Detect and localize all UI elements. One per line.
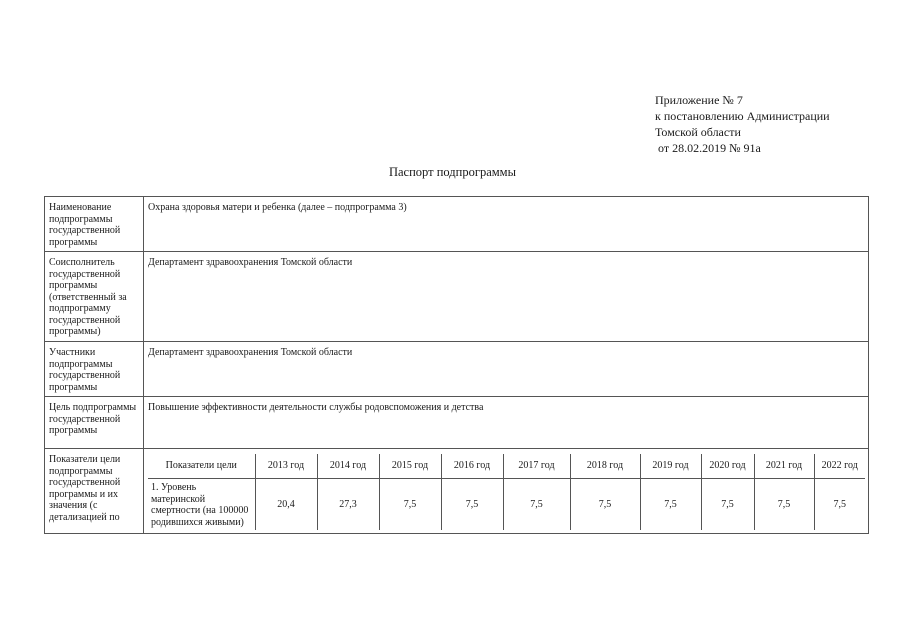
header-cell: 2019 год [640, 454, 701, 479]
indicator-value: 7,5 [379, 479, 441, 531]
appendix-date: от 28.02.2019 № 91а [658, 141, 761, 155]
row-value: Департамент здравоохранения Томской области [144, 342, 869, 397]
indicator-value: 27,3 [317, 479, 379, 531]
header-cell: 2022 год [814, 454, 865, 479]
row-value: Охрана здоровья матери и ребенка (далее – подпрограмма 3) [144, 197, 869, 252]
row-value: Повышение эффективности деятельности службы родовспоможения и детства [144, 397, 869, 449]
appendix-number: Приложение № 7 [655, 93, 743, 107]
row-label: Участники подпрограммы государственной программы [45, 342, 144, 397]
appendix-resolution: к постановлению Администрации [655, 109, 830, 123]
passport-row-indicators [45, 449, 869, 534]
indicator-value: 7,5 [814, 479, 865, 531]
indicator-value: 7,5 [701, 479, 754, 531]
indicator-name: 1. Уровень материнской смертности (на 100000 родившихся живыми) [148, 479, 255, 531]
header-cell: 2020 год [701, 454, 754, 479]
header-cell: 2021 год [754, 454, 814, 479]
row-label: Цель подпрограммы государственной программы [45, 397, 144, 449]
appendix-region: Томской области [655, 125, 741, 139]
indicator-value: 7,5 [754, 479, 814, 531]
header-cell: 2017 год [503, 454, 570, 479]
indicators-data-row [148, 479, 865, 531]
header-cell: 2018 год [570, 454, 640, 479]
passport-table [44, 196, 869, 534]
page-title: Паспорт подпрограммы [388, 165, 516, 179]
indicator-value: 7,5 [503, 479, 570, 531]
row-value: Департамент здравоохранения Томской области [144, 252, 869, 342]
indicator-value: 7,5 [441, 479, 503, 531]
passport-row-goal [45, 397, 869, 449]
header-cell: 2015 год [379, 454, 441, 479]
row-label: Соисполнитель государственной программы (ответственный за подпрограмму государственной программы) [45, 252, 144, 342]
indicator-value: 7,5 [570, 479, 640, 531]
indicators-header-row [148, 454, 865, 479]
header-cell: 2013 год [255, 454, 317, 479]
appendix-header [655, 92, 830, 156]
header-cell: Показатели цели [148, 454, 255, 479]
passport-row-name [45, 197, 869, 252]
passport-row-coexecutor [45, 252, 869, 342]
row-label: Показатели цели подпрограммы государственной программы и их значения (с детализацией по [45, 449, 144, 534]
row-label: Наименование подпрограммы государственной программы [45, 197, 144, 252]
passport-row-participants [45, 342, 869, 397]
header-cell: 2014 год [317, 454, 379, 479]
header-cell: 2016 год [441, 454, 503, 479]
indicators-cell [144, 449, 869, 534]
indicators-table [148, 454, 865, 530]
indicator-value: 7,5 [640, 479, 701, 531]
indicator-value: 20,4 [255, 479, 317, 531]
